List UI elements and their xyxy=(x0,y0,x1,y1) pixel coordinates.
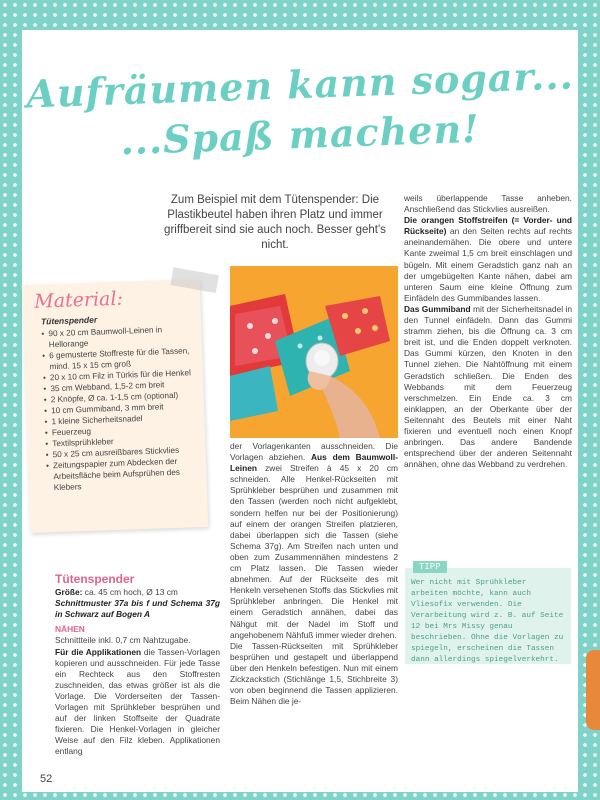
column-left xyxy=(55,574,220,758)
bold-lead: Für die Applikationen xyxy=(55,646,142,657)
intro-text: Zum Beispiel mit dem Tütenspender: Die Plastikbeutel haben ihren Platz und immer griffbereit sind sie auch noch. Besser geht's nicht. xyxy=(164,194,386,251)
list-item: • Textilsprühkleber xyxy=(45,433,199,449)
paragraph-text: die Tassen-Vorlagen kopieren und ausschneiden. Für jede Tasse ein Rechteck aus den Stoffresten zuschneiden, das etwas größer ist als die Vorlage. Die Vorderseiten der Tassen-Vorlagen mit Sprühkleber besprühen und auf der linken Stoffseite der Quadrate fixieren. Die Henkel-Vorlagen in gleicher Weise auf den Filz kleben. Applikationen entlang xyxy=(55,646,220,757)
tip-text: Wer nicht mit Sprühkleber arbeiten möchte, kann auch Vliesofix verwenden. Die Verarbeitung wird z. B. auf Seite 12 bei Mrs Missy genau beschrieben. Ohne die Vorlagen zu spiegeln, erscheinen die Tassen dann allerdings spiegelverkehrt. xyxy=(411,579,564,664)
column-middle xyxy=(230,441,398,707)
list-item: • 1 kleine Sicherheitsnadel xyxy=(44,411,198,427)
paragraph-text: an den Seiten rechts auf rechts aneinandernähen. Die obere und untere Kante zweimal 1,5 cm breit einschlagen und bügeln. Mit einem Geradstich ganz nah an der umgebügelten Kante nähen, dabei am unteren Saum eine kleine Öffnung zum Einfädeln des Gummibandes lassen. xyxy=(404,226,572,303)
headline-line-1: Aufräumen kann sogar... xyxy=(25,52,575,117)
material-subtitle: Tütenspender xyxy=(40,314,98,327)
naehen-heading: NÄHEN xyxy=(55,624,85,635)
paragraph-text: der Vorlagenkanten ausschneiden. Die Vorlagen abziehen. xyxy=(230,441,398,463)
paragraph: weils überlappende Tasse anheben. Anschließend das Stickvlies ausreißen. xyxy=(404,193,572,215)
paragraph: Die Tassen-Rückseiten mit Sprühkleber besprühen und gestapelt und überlappend über den Henkeln befestigen. Nun mit einem Zickzackstich (Stichlänge 1,5, Stichbreite 3) von oben beginnend die Tassen applizieren. Beim Nähen die je- xyxy=(230,640,398,707)
material-list xyxy=(23,323,207,494)
paragraph xyxy=(404,215,572,304)
list-item: • 35 cm Webband, 1,5-2 cm breit xyxy=(43,378,197,394)
paragraph xyxy=(230,441,398,641)
list-item: • Zeitungspapier zum Abdecken der Arbeitsfläche beim Aufsprühen des Klebers xyxy=(46,455,201,493)
bold-lead: Das Gummiband xyxy=(404,303,471,314)
size-line xyxy=(55,587,220,598)
paragraph: Schnittteile inkl. 0,7 cm Nahtzugabe. xyxy=(55,635,191,646)
list-item: • 6 gemusterte Stoffreste für die Tassen, mind. 15 x 15 cm groß xyxy=(42,345,197,372)
watermark: PassionForum.ru xyxy=(476,780,545,790)
list-item: • 90 x 20 cm Baumwoll-Leinen in Hellorange xyxy=(41,323,196,350)
sewing-photo-illustration xyxy=(230,266,398,438)
paragraph xyxy=(404,304,572,470)
material-title: Material: xyxy=(33,287,124,313)
size-label: Größe: xyxy=(55,587,83,598)
material-card xyxy=(22,279,209,533)
pattern-text: Schnittmuster 37a bis f und Schema 37g in Schwarz auf Bogen A xyxy=(55,598,220,620)
paragraph-text: zwei Streifen à 45 x 20 cm schneiden. Alle Henkel-Rückseiten mit Sprühkleber besprühen und zusammen mit den Tassen (werden noch nicht aufgeklebt, sondern helfen nur bei der Positionierung) auf einem der orangen Streifen platzieren, dabei überlappen sich die Tassen (siehe Schema 37g). Am Streifen nach unten und oben zum Zusammennähen mindestens 2 cm Platz lassen. Die Tassen wieder abnehmen. Auf der Rückseite des mit Henkeln versehenen Stoffs das Stickvlies mit Sprühkleber anbringen. Die Henkel mit einem Geradstich annähen, dabei das Nähgut mit der Nadel im Stoff und angehobenem Nähfuß immer wieder drehen. xyxy=(230,463,398,640)
list-item: • 10 cm Gummiband, 3 mm breit xyxy=(44,400,198,416)
decorative-edge xyxy=(586,650,600,730)
paragraph-text: mit der Sicherheitsnadel in den Tunnel einfädeln. Dann das Gummi stramm ziehen, bis die Öffnung ca. 3 cm breit ist, und die Enden doppelt verknoten. Das Gummi kürzen, den Knoten in den Tunnel ziehen. Die Nahtöffnung mit einem Geradstich schließen. Die Enden des Webbands mit dem Feuerzeug verschmelzen. Ein Ende ca. 3 cm einklappen, an der Oberkante über der Seitennaht des Beutels mit einer Naht fixieren und eventuell noch einen Knopf anbringen. Das andere Bandende entsprechend über der anderen Seitennaht annähen, ohne das Webband zu verdrehen. xyxy=(404,303,573,470)
page-number: 52 xyxy=(40,773,53,785)
tip-label: TIPP xyxy=(413,561,447,573)
list-item: • Feuerzeug xyxy=(45,422,199,438)
sewing-photo xyxy=(230,266,398,438)
column-right xyxy=(404,193,572,470)
list-item: • 50 x 25 cm ausreißbares Stickvlies xyxy=(45,444,199,460)
tip-box xyxy=(405,562,571,664)
bold-lead: Die orangen Stoffstreifen (= Vorder- und Rückseite) xyxy=(404,215,572,237)
headline-line-2: ...Spaß machen! xyxy=(119,105,481,164)
section-title: Tütenspender xyxy=(55,572,135,586)
size-value: ca. 45 cm hoch, Ø 13 cm xyxy=(84,587,178,598)
pattern-info xyxy=(55,598,220,620)
list-item: • 2 Knöpfe, Ø ca. 1-1,5 cm (optional) xyxy=(44,389,198,405)
paragraph xyxy=(55,647,220,758)
bold-lead: Aus dem Baumwoll-Leinen xyxy=(230,452,398,474)
list-item: • 20 x 10 cm Filz in Türkis für die Henkel xyxy=(43,367,197,383)
